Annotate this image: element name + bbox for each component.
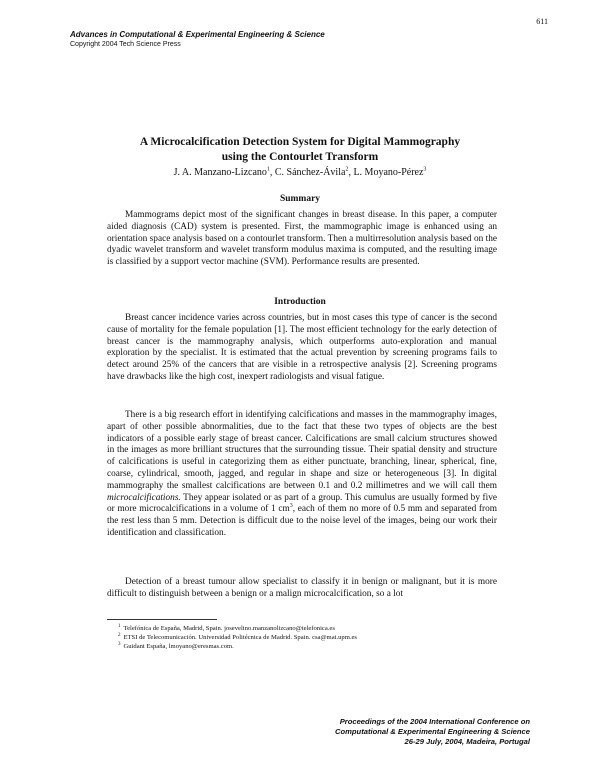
footnote-1	[118, 625, 335, 632]
footnote-text: ETSI de Telecomunicación. Universidad Politécnica de Madrid. Spain. csa@mat.upm.es	[123, 634, 357, 641]
footnote-mark: 2	[118, 632, 121, 638]
footnote-text: Telefónica de España, Madrid, Spain. josevelino.manzanolizcano@telefonica.es	[123, 625, 335, 632]
author-list	[60, 167, 540, 178]
footnote-3	[118, 643, 234, 650]
footnote-mark: 1	[118, 623, 121, 629]
emphasized-term: microcalcifications.	[107, 492, 181, 503]
introduction-heading: Introduction	[274, 297, 326, 307]
footnote-2	[118, 634, 357, 641]
author-separator: ,	[269, 167, 275, 178]
author-3-affiliation-mark: 3	[423, 166, 427, 173]
introduction-paragraph-1-block	[107, 313, 497, 384]
proceedings-line-2: Computational & Experimental Engineering & Science	[335, 727, 530, 736]
author-2-affiliation-mark: 2	[345, 166, 349, 173]
page-number: 611	[536, 17, 548, 26]
author-3: L. Moyano-Pérez	[353, 167, 424, 178]
copyright-line: Copyright 2004 Tech Science Press	[70, 41, 181, 48]
introduction-paragraph-3-block	[107, 577, 497, 601]
paragraph-text: , each of them no more of 0.5 mm and separated from the rest less than 5 mm. Detection is difficult due to the noise level of the images, being our work their identification and classification.	[107, 504, 497, 538]
paragraph-text: There is a big research effort in identifying calcifications and masses in the mammography images, apart of other possible abnormalities, due to the fact that these two types of objects are the best indicators of a possible early stage of breast cancer. Calcifications are small calcium structures showed in the images as more brilliant structures that the surrounding tissue. Their spatial density and structure of calcifications is useful in categorizing them as either punctuate, branching, linear, spherical, fine, coarse, cylindrical, smooth, jagged, and regular in shape and size or heterogeneous [3]. In digital mammography the smallest calcifications are between 0.1 and 0.2 millimetres and we will call them	[107, 410, 497, 491]
introduction-paragraph-1: Breast cancer incidence varies across countries, but in most cases this type of cancer is the second cause of mortality for the female population [1]. The most efficient technology for the early detection of breast cancer is the mammography analysis, which outperforms auto-exploration and manual exploration by the specialist. It is estimated that the actual prevention by screening programs fails to detect around 25% of the cancers that are visible in a retrospective analysis [2]. Screening programs have drawbacks like the high cost, inexpert radiologists and visual fatigue.	[107, 313, 497, 382]
paragraph-text: They appear isolated or as part of a group. This cumulus are usually formed by five or more microcalcifications in a volume of 1 cm	[107, 492, 497, 515]
paper-title-line-2: using the Contourlet Transform	[221, 151, 379, 163]
proceedings-line-3: 26-29 July, 2004, Madeira, Portugal	[404, 737, 530, 746]
summary-heading: Summary	[279, 194, 321, 204]
summary-paragraph: Mammograms depict most of the significant changes in breast disease. In this paper, a computer aided diagnosis (CAD) system is presented. First, the mammographic image is enhanced using an orientation space analysis based on a contourlet transform. Then a multirresolution analysis based on the dyadic wavelet transform and wavelet transform modulus maxima is computed, and the resulting image is classified by a support vector machine (SVM). Performance results are presented.	[107, 210, 497, 268]
author-1: J. A. Manzano-Lizcano	[173, 167, 267, 178]
journal-name: Advances in Computational & Experimental Engineering & Science	[70, 30, 325, 39]
introduction-paragraph-2-block	[107, 410, 497, 540]
author-separator: ,	[348, 167, 354, 178]
paper-title-line-1: A Microcalcification Detection System for Digital Mammography	[139, 136, 461, 148]
summary-body	[107, 210, 497, 269]
introduction-paragraph-2	[107, 410, 497, 540]
superscript: 3	[289, 503, 293, 510]
author-2: C. Sánchez-Ávila	[274, 167, 346, 178]
author-1-affiliation-mark: 1	[266, 166, 270, 173]
footnote-separator	[107, 619, 217, 620]
footnote-text: Guidant España, lmoyano@eresmas.com.	[123, 643, 234, 650]
introduction-paragraph-3: Detection of a breast tumour allow specialist to classify it in benign or malignant, but it is more difficult to distinguish between a benign or a malign microcalcification, so a lot	[107, 577, 497, 599]
footnote-mark: 3	[118, 641, 121, 647]
proceedings-line-1: Proceedings of the 2004 International Conference on	[339, 717, 530, 726]
